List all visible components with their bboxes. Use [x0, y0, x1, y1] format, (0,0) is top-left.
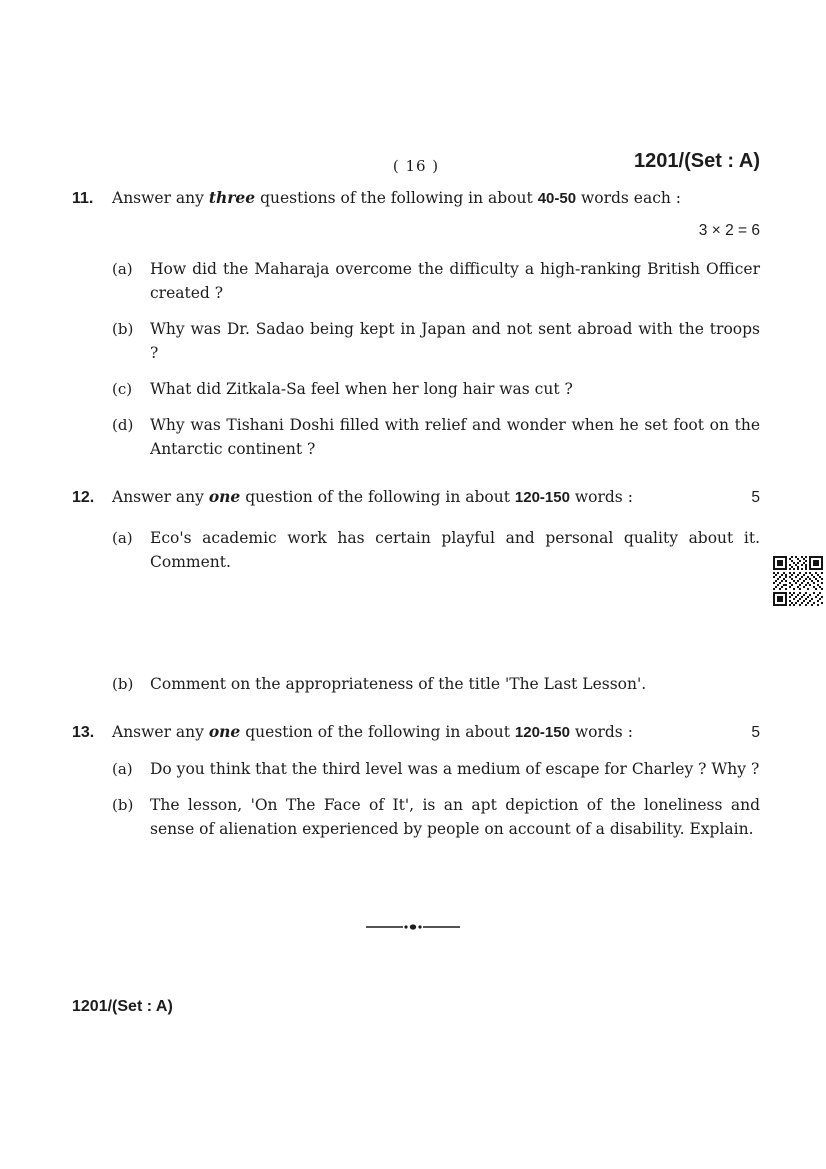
qr-code-icon [773, 556, 823, 606]
subquestion-12b-text: Comment on the appropriateness of the title 'The Last Lesson'. [150, 675, 647, 693]
subquestion-11a-text: How did the Maharaja overcome the difficulty a high-ranking British Officer created ? [150, 260, 760, 302]
subquestion-13a-label: (a) [112, 760, 133, 778]
subquestion-11b-text: Why was Dr. Sadao being kept in Japan and not sent abroad with the troops ? [150, 320, 760, 362]
subquestion-11d-label: (d) [112, 416, 134, 434]
subquestion-11b [112, 317, 760, 365]
subquestion-11d-text: Why was Tishani Doshi filled with relief and wonder when he set foot on the Antarctic continent ? [150, 416, 760, 458]
subquestion-11c [112, 377, 760, 401]
q11-prefix: Answer any [112, 189, 209, 207]
question-12-number: 12. [72, 489, 95, 506]
subquestion-13b-text: The lesson, 'On The Face of It', is an apt depiction of the loneliness and sense of alienation experienced by people on account of a disability. Explain. [150, 796, 760, 838]
subquestion-11d [112, 413, 760, 461]
question-11-subquestions [112, 257, 760, 461]
q12-keyword: one [208, 487, 241, 506]
paper-code-header: 1201/(Set : A) [634, 150, 760, 172]
question-11-number: 11. [72, 190, 94, 207]
subquestion-13b [112, 793, 760, 841]
subquestion-12b [112, 672, 760, 696]
question-11-marks: 3 × 2 = 6 [698, 222, 760, 239]
question-12-subquestions [112, 526, 760, 696]
q11-keyword: three [208, 188, 256, 207]
question-11-text [112, 186, 760, 211]
question-13-head [72, 720, 760, 745]
subquestion-12a-text: Eco's academic work has certain playful and personal quality about it. Comment. [150, 529, 760, 571]
page-header [72, 150, 760, 178]
question-12 [72, 485, 760, 696]
page-number: ( 16 ) [392, 157, 440, 175]
subquestion-12a-label: (a) [112, 529, 133, 547]
q11-mid: questions of the following in about [255, 189, 538, 207]
subquestion-11a-label: (a) [112, 260, 133, 278]
question-12-head [72, 485, 760, 510]
question-13-number: 13. [72, 724, 95, 741]
page-content [72, 0, 760, 853]
subquestion-12b-label: (b) [112, 675, 134, 693]
q12-mid: question of the following in about [240, 488, 515, 506]
question-13-marks: 5 [751, 724, 760, 741]
q13-suffix: words : [569, 723, 633, 741]
subquestion-13a-text: Do you think that the third level was a medium of escape for Charley ? Why ? [150, 760, 760, 778]
q11-suffix: words each : [576, 189, 682, 207]
question-13-subquestions [112, 757, 760, 841]
subquestion-13a [112, 757, 760, 781]
subquestion-11b-label: (b) [112, 320, 134, 338]
q12-word-range: 120-150 [514, 489, 570, 506]
end-separator-icon [366, 918, 460, 930]
q12-suffix: words : [569, 488, 633, 506]
q11-word-range: 40-50 [537, 190, 577, 207]
question-11 [72, 186, 760, 461]
subquestion-13b-label: (b) [112, 796, 134, 814]
q13-prefix: Answer any [112, 723, 209, 741]
q13-mid: question of the following in about [240, 723, 515, 741]
question-12-text [112, 485, 737, 510]
subquestion-11c-text: What did Zitkala-Sa feel when her long hair was cut ? [150, 380, 573, 398]
q13-word-range: 120-150 [514, 724, 570, 741]
question-13 [72, 720, 760, 841]
subquestion-12a [112, 526, 760, 574]
question-11-head [72, 186, 760, 211]
subquestion-11c-label: (c) [112, 380, 133, 398]
q12-prefix: Answer any [112, 488, 209, 506]
question-12-marks: 5 [751, 489, 760, 506]
q13-keyword: one [208, 722, 241, 741]
paper-code-footer: 1201/(Set : A) [72, 998, 173, 1015]
question-13-text [112, 720, 737, 745]
subquestion-11a [112, 257, 760, 305]
